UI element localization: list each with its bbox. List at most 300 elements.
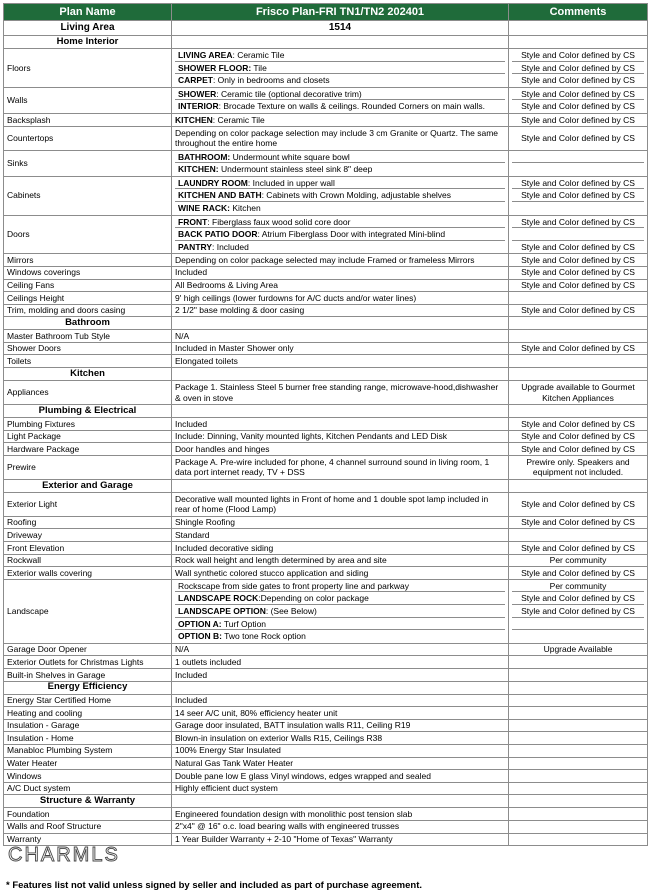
feature-comment — [509, 381, 648, 405]
living-area-comment — [509, 21, 648, 36]
feature-row-front-elevation — [4, 542, 648, 555]
feature-category: Insulation - Garage — [4, 719, 172, 732]
feature-label: FRONT — [178, 216, 208, 227]
feature-description — [172, 176, 509, 215]
feature-text: Included decorative siding — [175, 542, 274, 553]
feature-row-plumbing-fixtures — [4, 418, 648, 431]
comment-text: Style and Color defined by CS — [521, 443, 635, 454]
feature-row-light-package — [4, 430, 648, 443]
description-line — [175, 202, 505, 215]
feature-category: Driveway — [4, 529, 172, 542]
feature-category: Garage Door Opener — [4, 643, 172, 656]
feature-text: : Ceramic Tile — [232, 50, 285, 60]
feature-comment — [509, 719, 648, 732]
comment-line: Style and Color defined by CS — [512, 88, 644, 101]
feature-comment — [509, 455, 648, 479]
living-area-label: Living Area — [4, 21, 172, 36]
feature-category: Trim, molding and doors casing — [4, 304, 172, 317]
feature-comment — [509, 330, 648, 343]
feature-category: Walls and Roof Structure — [4, 820, 172, 833]
feature-comment — [509, 516, 648, 529]
feature-description — [172, 304, 509, 317]
feature-text: Decorative wall mounted lights in Front of home and 1 double spot lamp included in rear of home (Flood Lamp) — [175, 493, 489, 515]
feature-label: BACK PATIO DOOR — [178, 229, 258, 240]
description-line — [175, 88, 505, 101]
feature-comment — [509, 808, 648, 821]
feature-text: 1 Year Builder Warranty + 2-10 "Home of Texas" Warranty — [175, 834, 393, 845]
feature-text: : Ceramic tile (optional decorative trim) — [216, 88, 362, 99]
feature-description — [172, 126, 509, 150]
features-table-body — [4, 4, 648, 846]
feature-text: Shingle Roofing — [175, 517, 236, 528]
feature-text: : Atrium Fiberglass Door with integrated Mini-blind — [257, 229, 446, 240]
comment-line: Style and Color defined by CS — [512, 177, 644, 190]
feature-description — [172, 643, 509, 656]
feature-comment — [509, 770, 648, 783]
feature-text: Undermount stainless steel sink 8" deep — [218, 164, 373, 175]
section-header-structure-warranty — [4, 795, 648, 808]
feature-comment — [509, 176, 648, 215]
feature-row-mirrors — [4, 254, 648, 267]
feature-description — [172, 150, 509, 176]
feature-description — [172, 87, 509, 113]
feature-description — [172, 833, 509, 846]
description-line — [175, 216, 505, 229]
comment-text: Per community — [549, 555, 607, 566]
section-header-exterior-and-garage — [4, 479, 648, 492]
comment-line: Style and Color defined by CS — [521, 75, 635, 86]
feature-text: Highly efficient duct system — [175, 783, 278, 794]
comment-text: Style and Color defined by CS — [521, 431, 635, 442]
description-line — [175, 241, 505, 254]
description-line — [175, 630, 505, 643]
section-title: Exterior and Garage — [4, 479, 172, 492]
feature-comment — [509, 266, 648, 279]
feature-description — [172, 820, 509, 833]
feature-category: Warranty — [4, 833, 172, 846]
feature-description — [172, 656, 509, 669]
feature-row-trim-molding-and-doors-casing — [4, 304, 648, 317]
feature-category: Countertops — [4, 126, 172, 150]
feature-label: WINE RACK: — [178, 202, 230, 213]
feature-text: Blown-in insulation on exterior Walls R15, Ceilings R38 — [175, 732, 383, 743]
feature-category: Floors — [4, 49, 172, 88]
feature-category: Ceilings Height — [4, 292, 172, 305]
comment-line: Style and Color defined by CS — [512, 592, 644, 605]
feature-text: : Included — [212, 241, 249, 252]
feature-category: Landscape — [4, 579, 172, 643]
feature-row-heating-and-cooling — [4, 707, 648, 720]
feature-description — [172, 113, 509, 126]
feature-text: Depending on color package selection may include 3 cm Granite or Quartz. The same throughout the entire home — [175, 127, 499, 149]
feature-category: Front Elevation — [4, 542, 172, 555]
feature-comment — [509, 833, 648, 846]
feature-text: N/A — [175, 644, 190, 655]
feature-text: Door handles and hinges — [175, 443, 270, 454]
feature-description — [172, 579, 509, 643]
feature-comment — [509, 355, 648, 368]
feature-comment — [509, 150, 648, 176]
feature-category: Light Package — [4, 430, 172, 443]
feature-description — [172, 455, 509, 479]
feature-text: Undermount white square bowl — [230, 151, 350, 162]
feature-text: Kitchen — [229, 202, 261, 213]
section-header-bathroom — [4, 317, 648, 330]
feature-comment — [509, 820, 648, 833]
comment-line — [512, 228, 644, 241]
feature-text: 100% Energy Star Insulated — [175, 745, 281, 756]
feature-comment — [509, 732, 648, 745]
description-line — [175, 228, 505, 241]
feature-row-foundation — [4, 808, 648, 821]
feature-text: : Ceramic Tile — [212, 114, 265, 125]
feature-row-floors — [4, 49, 648, 88]
comment-text: Style and Color defined by CS — [521, 343, 635, 354]
feature-row-landscape — [4, 579, 648, 643]
feature-text: Package 1. Stainless Steel 5 burner free standing range, microwave-hood,dishwasher & oven in stove — [175, 382, 499, 403]
feature-row-ceilings-height — [4, 292, 648, 305]
feature-text: : Included in upper wall — [247, 177, 335, 188]
feature-text: Included — [175, 669, 208, 680]
header-plan-title: Frisco Plan-FRI TN1/TN2 202401 — [172, 4, 509, 21]
feature-row-shower-doors — [4, 342, 648, 355]
feature-row-driveway — [4, 529, 648, 542]
section-header-home-interior — [4, 36, 648, 49]
feature-description — [172, 330, 509, 343]
feature-row-walls — [4, 87, 648, 113]
feature-description — [172, 254, 509, 267]
feature-comment — [509, 87, 648, 113]
feature-description — [172, 529, 509, 542]
feature-label: KITCHEN: — [178, 164, 219, 175]
feature-category: Manabloc Plumbing System — [4, 744, 172, 757]
feature-category: Appliances — [4, 381, 172, 405]
feature-comment — [509, 49, 648, 88]
comment-line: Style and Color defined by CS — [521, 101, 635, 112]
section-spacer — [172, 317, 509, 330]
section-spacer — [172, 795, 509, 808]
feature-comment — [509, 279, 648, 292]
feature-label: BATHROOM: — [178, 151, 231, 162]
section-title: Kitchen — [4, 368, 172, 381]
feature-comment — [509, 656, 648, 669]
feature-label: LIVING AREA — [178, 50, 233, 60]
feature-comment — [509, 215, 648, 254]
feature-category: Exterior walls covering — [4, 567, 172, 580]
feature-row-roofing — [4, 516, 648, 529]
description-line — [175, 49, 505, 62]
section-title: Energy Efficiency — [4, 681, 172, 694]
description-line — [175, 618, 505, 631]
feature-category: Windows coverings — [4, 266, 172, 279]
feature-row-rockwall — [4, 554, 648, 567]
section-spacer — [172, 405, 509, 418]
section-spacer — [509, 368, 648, 381]
feature-category: Rockwall — [4, 554, 172, 567]
feature-row-energy-star-certified-home — [4, 694, 648, 707]
feature-label: OPTION B: — [178, 631, 222, 642]
feature-category: Prewire — [4, 455, 172, 479]
feature-description — [172, 782, 509, 795]
feature-description — [172, 554, 509, 567]
section-spacer — [509, 405, 648, 418]
section-header-plumbing-electrical — [4, 405, 648, 418]
feature-row-windows-coverings — [4, 266, 648, 279]
feature-text: 2"x4" @ 16" o.c. load bearing walls with engineered trusses — [175, 821, 400, 832]
feature-category: Insulation - Home — [4, 732, 172, 745]
feature-text: Garage door insulated, BATT insulation walls R11, Ceiling R19 — [175, 720, 411, 731]
feature-category: Master Bathroom Tub Style — [4, 330, 172, 343]
section-spacer — [172, 681, 509, 694]
feature-text: Elongated toilets — [175, 356, 238, 367]
comment-text: Style and Color defined by CS — [521, 567, 635, 578]
feature-description — [172, 292, 509, 305]
comment-text: Style and Color defined by CS — [521, 418, 635, 429]
feature-text: 9' high ceilings (lower furdowns for A/C ducts and/or water lines) — [175, 292, 417, 303]
description-line — [175, 592, 505, 605]
feature-category: Heating and cooling — [4, 707, 172, 720]
comment-line: Style and Color defined by CS — [512, 49, 644, 62]
feature-text: Include: Dinning, Vanity mounted lights, Kitchen Pendants and LED Disk — [175, 431, 447, 442]
feature-category: Roofing — [4, 516, 172, 529]
feature-row-exterior-outlets-for-christmas-lights — [4, 656, 648, 669]
comment-line: Style and Color defined by CS — [512, 62, 644, 75]
feature-label: OPTION A: — [178, 618, 222, 629]
feature-comment — [509, 443, 648, 456]
feature-text: All Bedrooms & Living Area — [175, 280, 278, 291]
feature-category: Backsplash — [4, 113, 172, 126]
feature-category: Water Heater — [4, 757, 172, 770]
feature-row-walls-and-roof-structure — [4, 820, 648, 833]
feature-description — [172, 381, 509, 405]
feature-comment — [509, 304, 648, 317]
feature-category: A/C Duct system — [4, 782, 172, 795]
feature-description — [172, 719, 509, 732]
feature-text: Wall synthetic colored stucco application and siding — [175, 567, 369, 578]
comment-line — [512, 151, 644, 164]
section-title: Structure & Warranty — [4, 795, 172, 808]
feature-category: Energy Star Certified Home — [4, 694, 172, 707]
feature-comment — [509, 418, 648, 431]
feature-comment — [509, 782, 648, 795]
section-spacer — [172, 36, 509, 49]
comment-line: Style and Color defined by CS — [512, 605, 644, 618]
feature-label: KITCHEN — [175, 114, 213, 125]
feature-text: Double pane low E glass Vinyl windows, edges wrapped and sealed — [175, 770, 431, 781]
feature-text: Engineered foundation design with monolithic post tension slab — [175, 808, 413, 819]
living-area-value: 1514 — [172, 21, 509, 36]
feature-row-manabloc-plumbing-system — [4, 744, 648, 757]
feature-comment — [509, 492, 648, 516]
feature-text: Package A. Pre-wire included for phone, 4 channel surround sound in living room, 1 data port internet ready, TV + DSS — [175, 456, 490, 478]
feature-description — [172, 770, 509, 783]
feature-label: LANDSCAPE OPTION — [178, 606, 266, 616]
section-spacer — [509, 795, 648, 808]
feature-category: Exterior Light — [4, 492, 172, 516]
feature-comment — [509, 254, 648, 267]
feature-category: Mirrors — [4, 254, 172, 267]
section-spacer — [172, 479, 509, 492]
comment-line — [512, 630, 644, 643]
feature-category: Toilets — [4, 355, 172, 368]
features-table — [3, 3, 648, 846]
description-line — [175, 74, 505, 87]
feature-text: Turf Option — [221, 618, 267, 629]
feature-row-garage-door-opener — [4, 643, 648, 656]
feature-description — [172, 418, 509, 431]
feature-category: Sinks — [4, 150, 172, 176]
section-title: Plumbing & Electrical — [4, 405, 172, 418]
feature-category: Plumbing Fixtures — [4, 418, 172, 431]
comment-text: Upgrade Available — [543, 644, 613, 655]
feature-description — [172, 516, 509, 529]
feature-text: N/A — [175, 330, 190, 341]
feature-description — [172, 279, 509, 292]
feature-row-appliances — [4, 381, 648, 405]
feature-row-water-heater — [4, 757, 648, 770]
feature-category: Windows — [4, 770, 172, 783]
feature-description — [172, 443, 509, 456]
feature-description — [172, 694, 509, 707]
comment-text: Prewire only. Speakers and equipment not included. — [526, 456, 630, 478]
watermark-logo — [8, 843, 146, 865]
feature-text: 1 outlets included — [175, 656, 242, 667]
feature-row-windows — [4, 770, 648, 783]
feature-row-doors — [4, 215, 648, 254]
section-spacer — [509, 479, 648, 492]
feature-label: KITCHEN AND BATH — [178, 190, 262, 201]
comment-text: Style and Color defined by CS — [521, 114, 635, 125]
description-line — [175, 62, 505, 75]
feature-description — [172, 732, 509, 745]
description-line — [175, 189, 505, 202]
comment-text: Style and Color defined by CS — [521, 517, 635, 528]
feature-text: Included in Master Shower only — [175, 343, 294, 354]
feature-description — [172, 430, 509, 443]
watermark-text: CHARMLS — [8, 844, 120, 865]
comment-text: Upgrade available to Gourmet Kitchen Appliances — [521, 382, 635, 403]
feature-category: Doors — [4, 215, 172, 254]
section-title: Home Interior — [4, 36, 172, 49]
feature-comment — [509, 567, 648, 580]
description-line — [175, 151, 505, 164]
comment-line — [512, 202, 644, 215]
feature-row-hardware-package — [4, 443, 648, 456]
feature-row-exterior-walls-covering — [4, 567, 648, 580]
feature-row-sinks — [4, 150, 648, 176]
section-header-energy-efficiency — [4, 681, 648, 694]
feature-comment — [509, 529, 648, 542]
feature-category: Foundation — [4, 808, 172, 821]
feature-category: Exterior Outlets for Christmas Lights — [4, 656, 172, 669]
comment-line — [512, 618, 644, 631]
feature-comment — [509, 707, 648, 720]
comment-text: Style and Color defined by CS — [521, 254, 635, 265]
feature-description — [172, 567, 509, 580]
feature-comment — [509, 126, 648, 150]
feature-label: LAUNDRY ROOM — [178, 177, 248, 188]
feature-category: Ceiling Fans — [4, 279, 172, 292]
comment-line: Style and Color defined by CS — [512, 216, 644, 229]
feature-category: Built-in Shelves in Garage — [4, 668, 172, 681]
feature-description — [172, 707, 509, 720]
feature-row-ceiling-fans — [4, 279, 648, 292]
comment-line: Per community — [512, 580, 644, 593]
living-area-row — [4, 21, 648, 36]
feature-comment — [509, 744, 648, 757]
section-spacer — [509, 681, 648, 694]
feature-text: Rockscape from side gates to front property line and parkway — [178, 580, 410, 591]
feature-label: PANTRY — [178, 241, 212, 252]
feature-row-cabinets — [4, 176, 648, 215]
feature-row-a-c-duct-system — [4, 782, 648, 795]
section-title: Bathroom — [4, 317, 172, 330]
description-line — [175, 100, 505, 113]
feature-description — [172, 744, 509, 757]
feature-label: CARPET — [178, 75, 213, 86]
feature-comment — [509, 668, 648, 681]
feature-comment — [509, 643, 648, 656]
feature-text: : Only in bedrooms and closets — [212, 75, 330, 86]
feature-description — [172, 355, 509, 368]
feature-text: : Cabinets with Crown Molding, adjustable shelves — [261, 190, 452, 201]
comment-line: Style and Color defined by CS — [512, 189, 644, 202]
feature-row-toilets — [4, 355, 648, 368]
feature-comment — [509, 342, 648, 355]
header-plan-name: Plan Name — [4, 4, 172, 21]
feature-comment — [509, 113, 648, 126]
feature-comment — [509, 430, 648, 443]
comment-text: Style and Color defined by CS — [521, 267, 635, 278]
feature-text: Included — [175, 695, 208, 706]
comment-text: Style and Color defined by CS — [521, 132, 635, 143]
feature-text: Natural Gas Tank Water Heater — [175, 758, 294, 769]
feature-description — [172, 215, 509, 254]
feature-comment — [509, 757, 648, 770]
feature-row-built-in-shelves-in-garage — [4, 668, 648, 681]
feature-comment — [509, 694, 648, 707]
feature-text: 14 seer A/C unit, 80% efficiency heater unit — [175, 707, 338, 718]
feature-label: SHOWER FLOOR: — [178, 62, 252, 73]
section-spacer — [509, 36, 648, 49]
section-spacer — [509, 317, 648, 330]
description-line — [175, 605, 505, 618]
feature-text: Included — [175, 267, 208, 278]
feature-comment — [509, 554, 648, 567]
feature-row-countertops — [4, 126, 648, 150]
feature-text: Rock wall height and length determined by area and site — [175, 555, 387, 566]
description-line — [175, 177, 505, 190]
comment-text: Style and Color defined by CS — [521, 280, 635, 291]
header-row — [4, 4, 648, 21]
feature-description — [172, 492, 509, 516]
feature-description — [172, 49, 509, 88]
feature-label: INTERIOR — [178, 101, 219, 112]
feature-text: Depending on color package selected may include Framed or frameless Mirrors — [175, 254, 475, 265]
feature-comment — [509, 292, 648, 305]
feature-text: : Fiberglass faux wood solid core door — [207, 216, 351, 227]
feature-text: Two tone Rock option — [221, 631, 306, 642]
feature-text: : Brocade Texture on walls & ceilings. Rounded Corners on main walls. — [218, 101, 485, 112]
section-spacer — [172, 368, 509, 381]
feature-comment — [509, 579, 648, 643]
feature-description — [172, 266, 509, 279]
feature-category: Walls — [4, 87, 172, 113]
feature-description — [172, 668, 509, 681]
feature-category: Cabinets — [4, 176, 172, 215]
comment-text: Style and Color defined by CS — [521, 499, 635, 510]
feature-text: : (See Below) — [265, 606, 317, 616]
